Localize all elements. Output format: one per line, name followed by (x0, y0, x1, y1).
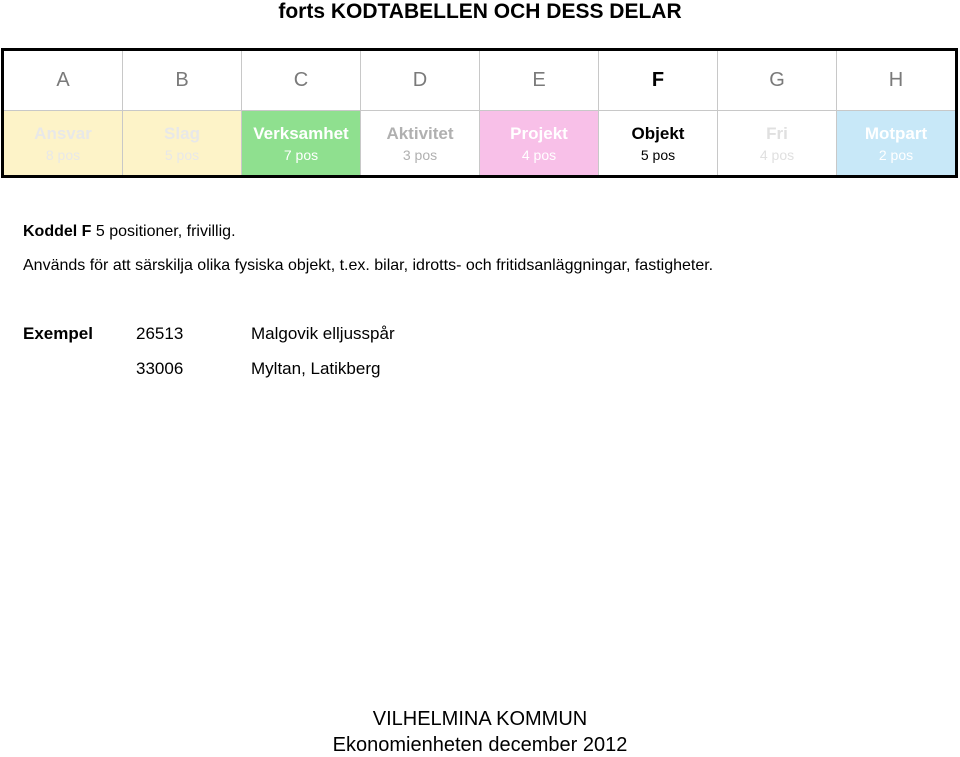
code-table (1, 48, 958, 178)
column-letter: H (837, 51, 955, 111)
column-letter: F (599, 51, 717, 111)
koddel-text: 5 positioner, frivillig. (95, 223, 236, 240)
column-body (599, 111, 717, 175)
column-positions: 3 pos (402, 147, 438, 163)
column-letter: D (361, 51, 479, 111)
column-positions: 8 pos (45, 147, 81, 163)
column-g (717, 51, 836, 175)
column-d (360, 51, 479, 175)
column-name: Ansvar (34, 124, 92, 143)
example-name: Malgovik elljusspår (251, 324, 395, 343)
column-name: Verksamhet (253, 124, 349, 143)
column-body (480, 111, 598, 175)
column-body (4, 111, 122, 175)
column-letter: B (123, 51, 241, 111)
column-letter: A (4, 51, 122, 111)
column-b (122, 51, 241, 175)
column-name: Slag (164, 124, 200, 143)
footer-department-date: Ekonomienheten december 2012 (332, 734, 628, 756)
column-name: Fri (766, 124, 788, 143)
column-letter: C (242, 51, 360, 111)
column-name: Objekt (631, 124, 685, 143)
column-h (836, 51, 955, 175)
column-positions: 7 pos (283, 147, 319, 163)
column-a (4, 51, 122, 175)
column-body (718, 111, 836, 175)
column-positions: 5 pos (164, 147, 200, 163)
column-letter: E (480, 51, 598, 111)
column-positions: 5 pos (640, 147, 676, 163)
column-name: Projekt (510, 124, 568, 143)
example-name: Myltan, Latikberg (251, 359, 381, 378)
koddel-description (23, 222, 236, 242)
usage-text: Används för att särskilja olika fysiska objekt, t.ex. bilar, idrotts- och fritidsanläggningar, fastigheter. (23, 257, 714, 274)
page-title: forts KODTABELLEN OCH DESS DELAR (278, 0, 682, 23)
footer-organization: VILHELMINA KOMMUN (372, 708, 588, 730)
column-name: Motpart (864, 124, 928, 143)
column-positions: 4 pos (521, 147, 557, 163)
example-code: 33006 (136, 359, 184, 378)
column-e (479, 51, 598, 175)
column-body (123, 111, 241, 175)
column-f (598, 51, 717, 175)
column-positions: 2 pos (878, 147, 914, 163)
column-c (241, 51, 360, 175)
column-letter: G (718, 51, 836, 111)
column-body (242, 111, 360, 175)
column-body (361, 111, 479, 175)
column-name: Aktivitet (386, 124, 454, 143)
column-positions: 4 pos (759, 147, 795, 163)
examples-label: Exempel (23, 324, 93, 343)
column-body (837, 111, 955, 175)
example-code: 26513 (136, 324, 184, 343)
koddel-label: Koddel F (23, 223, 92, 240)
